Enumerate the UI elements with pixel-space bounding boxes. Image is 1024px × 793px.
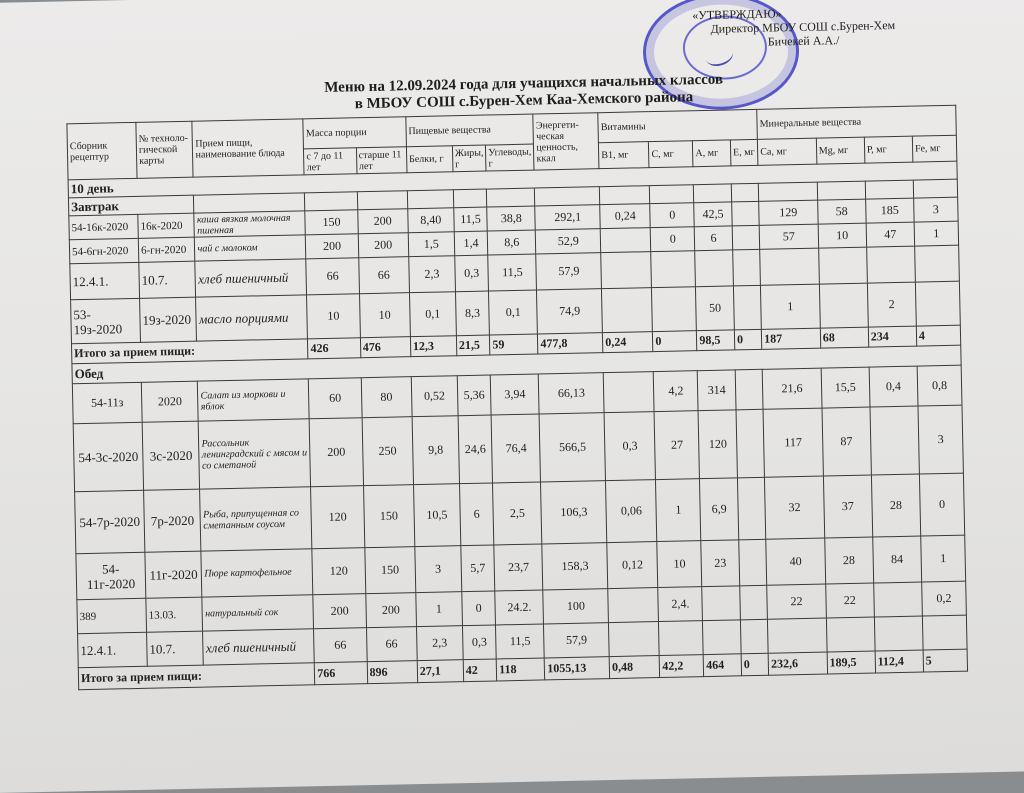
header-collection: Сборник рецептур: [67, 122, 137, 179]
total-a: 464: [703, 654, 741, 677]
cell-fat: 0,3: [455, 255, 489, 292]
cell-energy: 66,13: [539, 373, 605, 414]
cell-c: [652, 287, 697, 332]
cell-energy: 57,9: [544, 623, 610, 658]
cell-b1: [600, 228, 651, 253]
cell-dish: чай с молоком: [195, 235, 306, 261]
cell-energy: 106,3: [541, 481, 607, 544]
cell-b1: 0,06: [606, 480, 657, 543]
cell-fat: 1,4: [454, 231, 488, 256]
cell-fat: 6: [459, 483, 494, 546]
total-mg: 68: [820, 327, 869, 348]
header-c: С, мг: [649, 141, 693, 168]
cell-c: 0: [651, 227, 695, 252]
header-dish: Прием пищи, наименование блюда: [192, 119, 304, 177]
cell-carbs: 11,5: [488, 254, 537, 291]
cell-p: [866, 246, 915, 283]
cell-fe: [915, 245, 960, 282]
cell-fe: 1: [914, 221, 959, 246]
header-fat: Жиры, г: [452, 145, 486, 172]
cell-ca: 32: [765, 476, 825, 539]
cell-protein: 1: [416, 592, 463, 627]
total-fe: 4: [916, 325, 961, 346]
cell-mass-1: 66: [314, 628, 367, 663]
approval-line-2: Директор МБОУ СОШ с.Бурен-Хем: [710, 17, 896, 36]
cell-e: [735, 369, 763, 410]
document-title: [284, 71, 765, 115]
cell-e: [733, 285, 761, 330]
cell-carbs: 3,94: [491, 374, 540, 415]
cell-dish: Рыба, припущенная со сметанным соусом: [200, 487, 312, 551]
cell-card: 7р-2020: [144, 489, 202, 552]
cell-card: 19з-2020: [140, 297, 197, 342]
cell-e: [740, 585, 768, 620]
header-e: Е, мг: [730, 139, 758, 166]
total-mg: 189,5: [827, 651, 876, 674]
cell-mass-2: 150: [363, 485, 414, 548]
cell-card: 10.7.: [147, 631, 204, 666]
cell-p: 47: [866, 222, 915, 247]
cell-energy: 566,5: [539, 413, 605, 482]
cell-collection: 389: [77, 598, 147, 633]
total-mass-2: 896: [367, 661, 418, 684]
cell-e: [739, 539, 767, 586]
cell-a: 50: [696, 286, 735, 331]
cell-fe: 0,8: [917, 365, 962, 406]
cell-a: [702, 586, 740, 621]
breakfast-title: Завтрак: [68, 195, 194, 216]
cell-carbs: 2,5: [493, 482, 542, 545]
header-nutrients: Пищевые вещества: [406, 114, 534, 147]
cell-p: 0,4: [869, 366, 918, 407]
cell-mass-2: 250: [362, 417, 414, 486]
cell-a: [703, 620, 741, 655]
total-e: 0: [734, 329, 762, 350]
cell-c: 0: [650, 203, 694, 228]
cell-card: 13.03.: [146, 597, 203, 632]
cell-b1: [602, 288, 653, 333]
cell-collection: 54-11г-2020: [76, 552, 146, 599]
cell-mass-1: 66: [306, 258, 359, 295]
header-energy: Энергети-ческая ценность, ккал: [533, 113, 599, 170]
cell-p: [870, 406, 920, 475]
cell-mass-1: 200: [306, 234, 359, 259]
cell-mg: 58: [817, 199, 866, 224]
cell-mg: 22: [825, 583, 874, 618]
header-mg: Mg, мг: [816, 137, 865, 164]
cell-ca: 21,6: [762, 368, 821, 409]
cell-c: [651, 251, 696, 288]
total-energy: 1055,13: [545, 657, 610, 680]
header-b1: В1, мг: [599, 142, 650, 169]
cell-e: [733, 249, 761, 286]
cell-b1: [608, 588, 659, 623]
cell-card: 16к-2020: [138, 213, 195, 238]
header-protein: Белки, г: [406, 146, 453, 173]
day-label: 10 день: [68, 161, 957, 198]
lunch-title: Обед: [72, 345, 961, 384]
cell-energy: 52,9: [536, 229, 601, 254]
cell-dish: хлеб пшеничный: [195, 259, 307, 297]
cell-b1: 0,24: [600, 204, 651, 229]
cell-mass-1: 120: [312, 548, 365, 595]
cell-ca: [760, 248, 819, 285]
cell-mg: [826, 617, 875, 652]
cell-fe: [922, 615, 967, 650]
menu-table: [66, 105, 968, 691]
cell-carbs: 76,4: [491, 414, 541, 483]
cell-mass-1: 60: [309, 378, 362, 419]
cell-e: [740, 619, 768, 654]
cell-a: 6: [694, 226, 732, 251]
cell-mg: [818, 247, 867, 284]
cell-e: [732, 225, 760, 250]
cell-mg: 15,5: [821, 367, 870, 408]
total-label: Итого за прием пищи:: [78, 663, 315, 690]
cell-mass-2: 200: [357, 209, 408, 234]
header-ca: Са, мг: [758, 138, 817, 165]
cell-collection: 54-16к-2020: [69, 214, 139, 239]
cell-ca: 57: [759, 224, 818, 249]
cell-energy: 57,9: [536, 253, 602, 290]
header-age-1: с 7 до 11 лет: [304, 148, 357, 175]
total-p: 234: [868, 326, 917, 347]
cell-p: 28: [871, 474, 920, 537]
cell-dish: Пюре картофельное: [201, 549, 313, 597]
cell-dish: Рассольник ленинградский с мясом и со сметаной: [199, 419, 311, 489]
cell-mass-1: 120: [311, 486, 365, 549]
cell-dish: каша вязкая молочная пшенная: [194, 211, 305, 237]
cell-e: [736, 409, 765, 478]
cell-c: 27: [654, 411, 699, 480]
cell-energy: 74,9: [537, 289, 603, 334]
header-vitamins: Витамины: [598, 109, 758, 142]
cell-b1: [601, 252, 652, 289]
total-protein: 12,3: [410, 336, 456, 357]
title-line-1: Меню на 12.09.2024 года для учащихся начальных классов: [324, 71, 724, 96]
total-mass-1: 766: [315, 662, 368, 685]
cell-mass-1: 200: [313, 594, 366, 629]
cell-carbs: 8,6: [488, 230, 537, 255]
total-a: 98,5: [697, 330, 735, 351]
cell-e: [732, 201, 760, 226]
cell-mg: 28: [824, 537, 873, 584]
cell-card: 11г-2020: [145, 551, 202, 598]
header-mass: Масса порции: [303, 117, 406, 149]
total-label: Итого за прием пищи:: [71, 339, 308, 364]
cell-c: 10: [657, 541, 702, 588]
cell-collection: 54-3с-2020: [73, 422, 143, 491]
cell-protein: 8,40: [408, 208, 455, 233]
cell-c: [659, 621, 704, 656]
cell-c: 1: [656, 479, 701, 542]
header-fe: Fe, мг: [912, 135, 957, 162]
cell-mass-1: 200: [309, 418, 363, 487]
cell-dish: масло порциями: [196, 295, 308, 341]
total-p: 112,4: [875, 650, 924, 673]
total-ca: 232,6: [768, 652, 827, 675]
approval-block: [682, 4, 896, 50]
cell-carbs: 23,7: [494, 544, 543, 591]
total-e: 0: [741, 653, 769, 676]
header-carbs: Углеводы, г: [486, 144, 535, 171]
cell-fat: 5,7: [461, 545, 495, 592]
cell-p: [873, 582, 922, 617]
cell-card: 6-гн-2020: [138, 237, 195, 262]
cell-e: [737, 477, 765, 540]
total-mass-2: 476: [360, 337, 411, 358]
cell-collection: 54-7р-2020: [75, 490, 145, 553]
cell-p: [874, 616, 923, 651]
cell-mass-1: 150: [305, 210, 358, 235]
total-fe: 5: [923, 649, 968, 672]
cell-fat: 24,6: [458, 415, 493, 484]
cell-mass-2: 66: [366, 627, 417, 662]
cell-protein: 0,1: [409, 292, 456, 337]
cell-fat: 5,36: [457, 375, 491, 416]
cell-dish: хлеб пшеничный: [203, 629, 315, 665]
cell-mass-2: 200: [358, 233, 409, 258]
total-ca: 187: [762, 328, 821, 349]
total-fat: 21,5: [456, 335, 490, 356]
cell-fe: 3: [914, 197, 959, 222]
header-card: № техноло-гической карты: [136, 121, 194, 178]
total-fat: 42: [463, 659, 497, 682]
cell-protein: 9,8: [412, 416, 459, 485]
cell-p: 2: [867, 282, 916, 327]
total-carbs: 118: [496, 658, 545, 681]
cell-ca: 129: [759, 200, 818, 225]
cell-b1: 0,12: [607, 542, 658, 589]
approval-line-3: Бичекей А.А./: [767, 33, 840, 49]
cell-carbs: 11,5: [496, 624, 545, 659]
cell-fat: 0: [462, 591, 496, 626]
cell-carbs: 24.2.: [495, 590, 544, 625]
cell-mass-2: 66: [358, 257, 409, 294]
cell-a: [695, 250, 733, 287]
cell-c: 4,2: [654, 371, 699, 412]
cell-fe: 0,2: [922, 581, 967, 616]
total-c: 0: [653, 331, 697, 352]
total-energy: 477,8: [538, 333, 603, 354]
cell-mass-2: 10: [359, 293, 410, 338]
cell-a: 314: [698, 370, 736, 411]
cell-protein: 3: [415, 546, 462, 593]
cell-energy: 292,1: [535, 205, 600, 230]
cell-card: 10.7.: [139, 261, 196, 298]
cell-mg: 10: [818, 223, 867, 248]
header-p: Р, мг: [864, 136, 913, 163]
cell-p: 84: [873, 536, 922, 583]
cell-fat: 8,3: [455, 291, 489, 336]
cell-ca: 40: [766, 538, 826, 585]
total-carbs: 59: [490, 334, 539, 355]
header-minerals: Минеральные вещества: [757, 105, 956, 139]
cell-fat: 11,5: [454, 207, 488, 232]
cell-protein: 1,5: [408, 232, 455, 257]
cell-b1: 0,3: [604, 412, 656, 481]
cell-a: 42,5: [694, 202, 732, 227]
cell-b1: [603, 372, 654, 413]
cell-ca: [768, 618, 827, 653]
cell-ca: 117: [763, 408, 823, 477]
cell-fe: 3: [918, 405, 964, 474]
cell-a: 6,9: [700, 478, 739, 541]
cell-card: 3с-2020: [142, 421, 200, 490]
cell-mg: [819, 283, 868, 328]
cell-dish: натуральный сок: [202, 595, 314, 631]
cell-b1: [609, 622, 660, 657]
cell-protein: 0,52: [411, 376, 458, 417]
cell-mg: 87: [822, 407, 872, 476]
total-protein: 27,1: [417, 660, 463, 683]
cell-ca: 22: [767, 584, 826, 619]
cell-collection: 53-19з-2020: [71, 298, 141, 343]
cell-mass-2: 200: [365, 593, 416, 628]
cell-energy: 158,3: [542, 543, 608, 590]
cell-energy: 100: [543, 589, 609, 624]
total-c: 42,2: [660, 655, 704, 678]
cell-fat: 0,3: [462, 625, 496, 660]
cell-collection: 54-6гн-2020: [69, 238, 139, 263]
cell-p: 185: [865, 198, 914, 223]
cell-ca: 1: [761, 284, 820, 329]
approval-line-1: «УТВЕРЖДАЮ»: [692, 6, 782, 23]
cell-protein: 10,5: [413, 484, 460, 547]
cell-c: 2,4.: [658, 587, 703, 622]
header-a: А, мг: [693, 140, 731, 167]
cell-carbs: 38,8: [487, 206, 536, 231]
total-b1: 0,48: [609, 656, 660, 679]
cell-a: 120: [698, 410, 737, 479]
cell-a: 23: [701, 540, 740, 587]
cell-mass-2: 80: [361, 377, 412, 418]
cell-protein: 2,3: [409, 256, 456, 293]
cell-carbs: 0,1: [489, 290, 538, 335]
cell-fe: [915, 281, 960, 326]
cell-collection: 12.4.1.: [78, 632, 148, 667]
total-mass-1: 426: [308, 338, 361, 359]
cell-card: 2020: [141, 381, 198, 422]
cell-mass-2: 150: [364, 547, 415, 594]
cell-collection: 54-11з: [72, 382, 142, 423]
cell-protein: 2,3: [416, 626, 463, 661]
total-b1: 0,24: [603, 332, 654, 353]
cell-dish: Салат из моркови и яблок: [198, 379, 310, 421]
cell-fe: 1: [921, 535, 966, 582]
header-age-2: старше 11 лет: [356, 147, 407, 174]
cell-collection: 12.4.1.: [70, 262, 140, 299]
cell-mass-1: 10: [307, 294, 360, 339]
title-line-2: в МБОУ СОШ с.Бурен-Хем Каа-Хемского района: [354, 89, 694, 113]
cell-fe: 0: [919, 473, 964, 536]
cell-mg: 37: [823, 475, 872, 538]
